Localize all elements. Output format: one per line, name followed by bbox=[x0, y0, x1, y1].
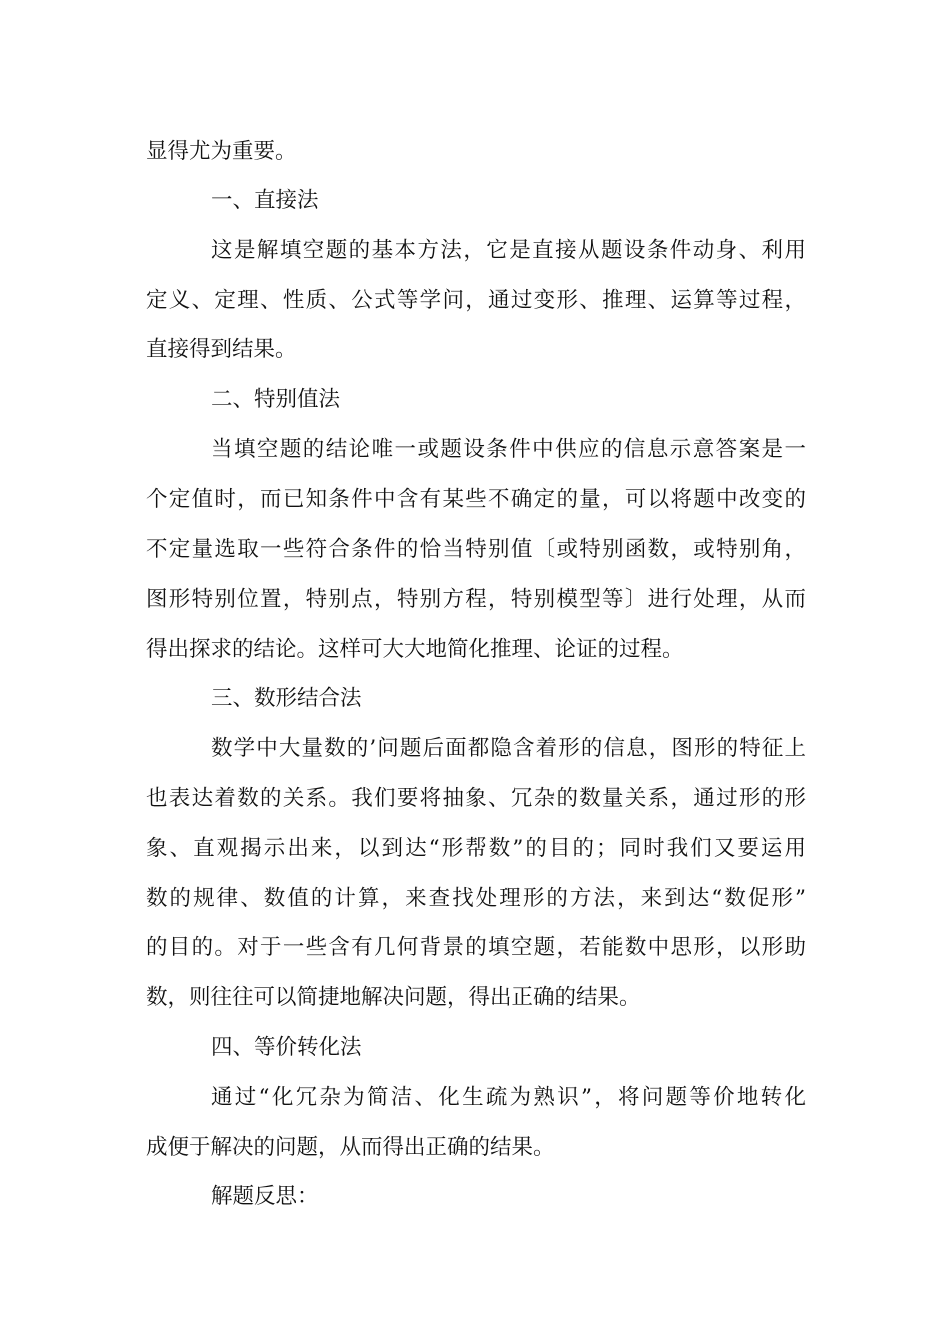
section-heading: 三、数形结合法 bbox=[211, 686, 362, 711]
section-heading: 四、等价转化法 bbox=[211, 1035, 362, 1060]
text-line: 象、直观揭示出来，以到达“形帮数”的目的；同时我们又要运用 bbox=[146, 836, 806, 861]
text-line: 直接得到结果。 bbox=[146, 337, 297, 362]
text-line: 当填空题的结论唯一或题设条件中供应的信息示意答案是一 bbox=[211, 437, 806, 462]
text-line: 得出探求的结论。这样可大大地简化推理、论证的过程。 bbox=[146, 637, 684, 662]
section-heading: 解题反思： bbox=[211, 1184, 319, 1209]
text-line: 数学中大量数的’问题后面都隐含着形的信息，图形的特征上 bbox=[211, 736, 806, 761]
text-line: 个定值时，而已知条件中含有某些不确定的量，可以将题中改变的 bbox=[146, 487, 806, 512]
text-line: 图形特别位置，特别点，特别方程，特别模型等〕进行处理，从而 bbox=[146, 587, 806, 612]
text-line: 显得尤为重要。 bbox=[146, 139, 297, 164]
text-line: 也表达着数的关系。我们要将抽象、冗杂的数量关系，通过形的形 bbox=[146, 786, 806, 811]
text-line: 的目的。对于一些含有几何背景的填空题，若能数中思形，以形助 bbox=[146, 935, 806, 960]
text-line: 数的规律、数值的计算，来查找处理形的方法，来到达“数促形” bbox=[146, 886, 806, 911]
section-heading: 一、直接法 bbox=[211, 188, 319, 213]
text-line: 通过“化冗杂为简洁、化生疏为熟识”，将问题等价地转化 bbox=[211, 1085, 806, 1110]
text-line: 定义、定理、性质、公式等学问，通过变形、推理、运算等过程， bbox=[146, 288, 806, 313]
text-line: 不定量选取一些符合条件的恰当特别值〔或特别函数，或特别角， bbox=[146, 537, 806, 562]
text-line: 数，则往往可以简捷地解决问题，得出正确的结果。 bbox=[146, 985, 641, 1010]
text-line: 成便于解决的问题，从而得出正确的结果。 bbox=[146, 1135, 555, 1160]
section-heading: 二、特别值法 bbox=[211, 387, 341, 412]
text-line: 这是解填空题的基本方法，它是直接从题设条件动身、利用 bbox=[211, 238, 806, 263]
